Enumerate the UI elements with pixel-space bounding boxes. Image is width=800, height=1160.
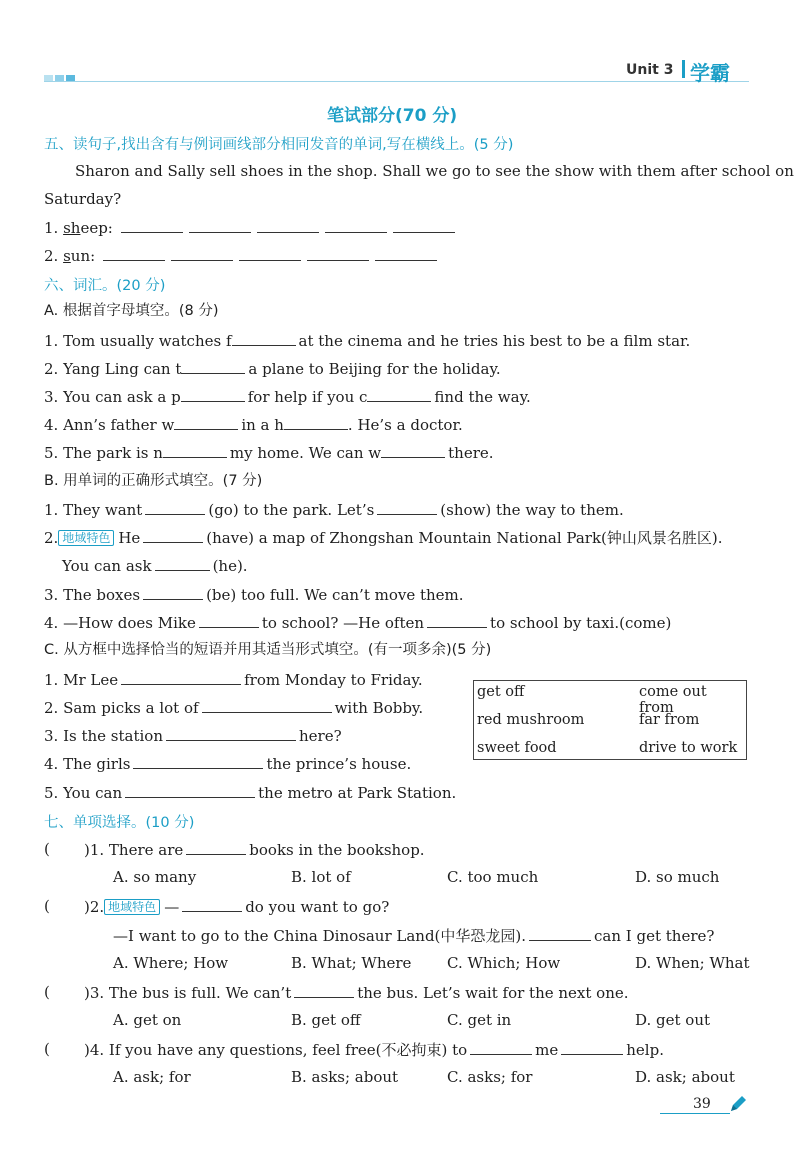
option-a[interactable]: A. Where; How [113,954,229,972]
page-number: 39 [693,1096,711,1112]
answer-blank[interactable] [171,246,233,261]
option-d[interactable]: D. ask; about [635,1068,735,1086]
regional-feature-tag: 地域特色 [104,899,160,915]
section-6-heading: 六、词汇。(20 分) [44,278,166,294]
answer-blank[interactable] [367,387,431,402]
answer-blank[interactable] [155,556,210,571]
answer-blank[interactable] [284,415,348,430]
option-a[interactable]: A. so many [113,868,197,886]
question-a4: 4. Ann’s father w in a h . He’s a doctor. [44,416,463,434]
answer-blank[interactable] [181,359,245,374]
question-5-1: 1. sheep: [44,218,458,237]
answer-blank[interactable] [145,500,205,515]
question-c1: 1. Mr Lee from Monday to Friday. [44,671,423,689]
pencil-icon [728,1094,748,1118]
option-b[interactable]: B. lot of [291,868,351,886]
question-a3: 3. You can ask a p for help if you c find the way. [44,388,531,406]
phrase-option: far from [639,712,700,728]
option-c[interactable]: C. too much [447,868,539,886]
brand-logo: 学霸 [690,61,730,85]
answer-blank[interactable] [529,926,591,941]
phrase-option: red mushroom [477,712,585,728]
answer-blank[interactable] [174,415,238,430]
answer-blank[interactable] [182,897,242,912]
option-a[interactable]: A. ask; for [113,1068,191,1086]
answer-blank[interactable] [199,613,259,628]
header-squares [44,67,75,86]
answer-blank[interactable] [166,726,296,741]
option-d[interactable]: D. When; What [635,954,750,972]
mc-paren: ( [44,840,50,858]
answer-blank[interactable] [257,218,319,233]
option-c[interactable]: C. asks; for [447,1068,533,1086]
answer-blank[interactable] [470,1040,532,1055]
question-b2: 2. 地域特色 He (have) a map of Zhongshan Mountain National Park(钟山风景名胜区). [44,529,723,547]
answer-blank[interactable] [325,218,387,233]
answer-blank[interactable] [377,500,437,515]
question-b1: 1. They want (go) to the park. Let’s (show) the way to them. [44,501,624,519]
question-c4: 4. The girls the prince’s house. [44,755,412,773]
phrase-option: come out from [639,684,707,716]
answer-blank[interactable] [202,698,332,713]
unit-label: Unit 3 [626,62,674,78]
page-title: 笔试部分(70 分) [327,106,458,126]
header-divider [682,60,685,78]
header-rule [44,81,749,82]
mc-paren: ( [44,983,50,1001]
answer-blank[interactable] [143,528,203,543]
mc-question-1: )1. There are books in the bookshop. [84,841,425,859]
option-b[interactable]: B. asks; about [291,1068,399,1086]
option-b[interactable]: B. get off [291,1011,361,1029]
section-5-heading: 五、读句子,找出含有与例词画线部分相同发音的单词,写在横线上。(5 分) [44,137,514,153]
mc-paren: ( [44,897,50,915]
mc-paren: ( [44,1040,50,1058]
part-b-heading: B. 用单词的正确形式填空。(7 分) [44,473,263,489]
answer-blank[interactable] [232,331,296,346]
answer-blank[interactable] [133,754,263,769]
question-a1: 1. Tom usually watches f at the cinema and he tries his best to be a film star. [44,332,691,350]
footer-rule [660,1113,730,1114]
option-c[interactable]: C. get in [447,1011,512,1029]
phrase-option: drive to work [639,740,738,756]
answer-blank[interactable] [381,443,445,458]
part-c-heading: C. 从方框中选择恰当的短语并用其适当形式填空。(有一项多余)(5 分) [44,642,492,658]
question-5-2: 2. sun: [44,246,440,265]
phrase-option: sweet food [477,740,557,756]
question-b4: 4. —How does Mike to school? —He often to school by taxi.(come) [44,614,672,632]
answer-blank[interactable] [189,218,251,233]
question-b2-line2: You can ask (he). [62,557,248,575]
answer-blank[interactable] [427,613,487,628]
phrase-box [473,680,747,760]
question-c5: 5. You can the metro at Park Station. [44,784,457,802]
passage-line-1: Sharon and Sally sell shoes in the shop. Shall we go to see the show with them after school on [75,162,794,180]
phrase-option: get off [477,684,525,700]
answer-blank[interactable] [181,387,245,402]
section-7-heading: 七、单项选择。(10 分) [44,815,195,831]
option-d[interactable]: D. get out [635,1011,711,1029]
mc-question-4: )4. If you have any questions, feel free(不必拘束) to me help. [84,1041,664,1059]
answer-blank[interactable] [163,443,227,458]
option-c[interactable]: C. Which; How [447,954,561,972]
question-a5: 5. The park is n my home. We can w there. [44,444,494,462]
answer-blank[interactable] [393,218,455,233]
part-a-heading: A. 根据首字母填空。(8 分) [44,303,219,319]
passage-line-2: Saturday? [44,190,122,208]
question-c2: 2. Sam picks a lot of with Bobby. [44,699,424,717]
question-a2: 2. Yang Ling can t a plane to Beijing for the holiday. [44,360,501,378]
option-a[interactable]: A. get on [113,1011,182,1029]
mc-question-2: )2. 地域特色 — do you want to go? [84,898,390,916]
answer-blank[interactable] [561,1040,623,1055]
mc-question-3: )3. The bus is full. We can’t the bus. Let’s wait for the next one. [84,984,629,1002]
answer-blank[interactable] [307,246,369,261]
answer-blank[interactable] [186,840,246,855]
regional-feature-tag: 地域特色 [58,530,114,546]
answer-blank[interactable] [103,246,165,261]
option-d[interactable]: D. so much [635,868,720,886]
answer-blank[interactable] [143,585,203,600]
answer-blank[interactable] [121,670,241,685]
mc-question-2-line2: —I want to go to the China Dinosaur Land(中华恐龙园). can I get there? [113,927,715,945]
answer-blank[interactable] [375,246,437,261]
answer-blank[interactable] [294,983,354,998]
answer-blank[interactable] [125,783,255,798]
question-b3: 3. The boxes (be) too full. We can’t move them. [44,586,464,604]
question-c3: 3. Is the station here? [44,727,342,745]
option-b[interactable]: B. What; Where [291,954,412,972]
answer-blank[interactable] [239,246,301,261]
answer-blank[interactable] [121,218,183,233]
